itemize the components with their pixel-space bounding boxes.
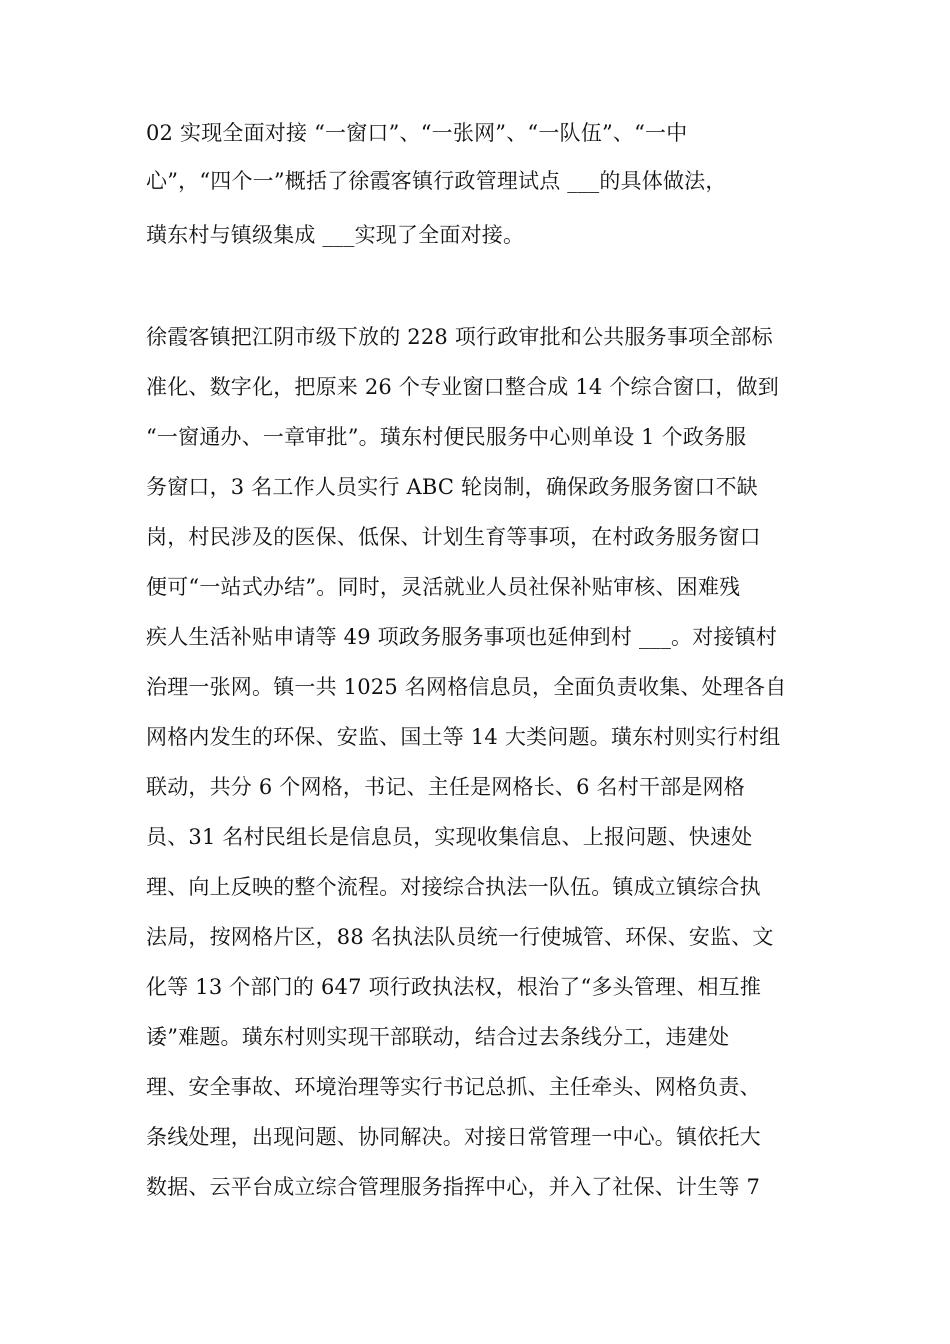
body-line-6: 便可“一站式办结”。同时，灵活就业人员社保补贴审核、困难残: [146, 575, 741, 599]
body-line-5: 岗，村民涉及的医保、低保、计划生育等事项，在村政务服务窗口: [146, 525, 761, 549]
body-line-3: “一窗通办、一章审批”。璜东村便民服务中心则单设 1 个政务服: [146, 425, 747, 449]
heading-line-1: 02 实现全面对接 “一窗口”、“一张网”、“一队伍”、“一中: [146, 121, 688, 145]
body-line-11: 员、31 名村民组长是信息员，实现收集信息、上报问题、快速处: [146, 825, 753, 849]
body-line-17: 条线处理，出现问题、协同解决。对接日常管理一中心。镇依托大: [146, 1125, 761, 1149]
body-line-1: 徐霞客镇把江阴市级下放的 228 项行政审批和公共服务事项全部标: [146, 325, 773, 349]
body-line-12: 理、向上反映的整个流程。对接综合执法一队伍。镇成立镇综合执: [146, 875, 761, 899]
body-line-14: 化等 13 个部门的 647 项行政执法权，根治了“多头管理、相互推: [146, 975, 762, 999]
body-line-7: 疾人生活补贴申请等 49 项政务服务事项也延伸到村 ___。对接镇村: [146, 625, 778, 649]
body-line-4: 务窗口，3 名工作人员实行 ABC 轮岗制，确保政务服务窗口不缺: [146, 475, 758, 499]
heading-line-3: 璜东村与镇级集成 ___实现了全面对接。: [146, 223, 525, 247]
body-line-13: 法局，按网格片区，88 名执法队员统一行使城管、环保、安监、文: [146, 925, 774, 949]
body-line-9: 网格内发生的环保、安监、国土等 14 大类问题。璜东村则实行村组: [146, 725, 781, 749]
body-line-2: 准化、数字化，把原来 26 个专业窗口整合成 14 个综合窗口，做到: [146, 375, 779, 399]
body-line-10: 联动，共分 6 个网格，书记、主任是网格长、6 名村干部是网格: [146, 775, 745, 799]
body-line-8: 治理一张网。镇一共 1025 名网格信息员，全面负责收集、处理各自: [146, 675, 787, 699]
body-line-16: 理、安全事故、环境治理等实行书记总抓、主任牵头、网格负责、: [146, 1075, 761, 1099]
heading-line-2: 心”，“四个一”概括了徐霞客镇行政管理试点 ___的具体做法，: [146, 169, 727, 193]
body-line-18: 数据、云平台成立综合管理服务指挥中心，并入了社保、计生等 7: [146, 1175, 761, 1199]
body-line-15: 诿”难题。璜东村则实现干部联动，结合过去条线分工，违建处: [146, 1025, 730, 1049]
